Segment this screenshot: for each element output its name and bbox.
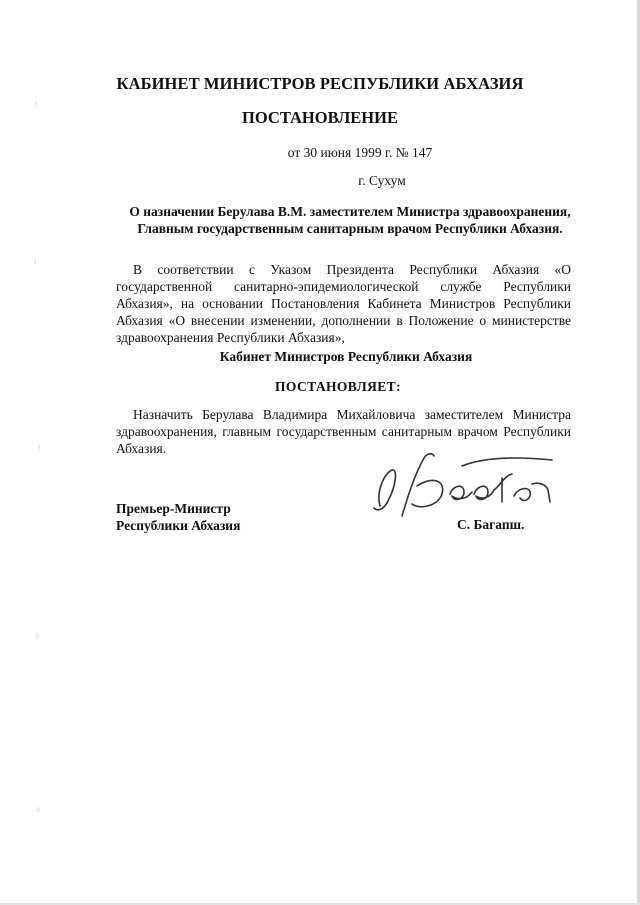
signatory-title-line-2: Республики Абхазия — [116, 518, 241, 533]
scan-speck: ⁝ — [38, 444, 41, 452]
signatory-title-line-1: Премьер-Министр — [116, 501, 231, 516]
operative-paragraph: Назначить Берулава Владимира Михайловича заместителем Министра здравоохранения, главным государственным санитарным врачом Республики Абхазия. — [116, 407, 571, 456]
scan-speck: ⁝ — [37, 806, 40, 814]
subject-line-2: Главным государственным санитарным врачом Республики Абхазия. — [137, 221, 563, 236]
scan-speck: ⁝ — [36, 632, 39, 640]
city: г. Сухум — [358, 173, 406, 188]
date-number: от 30 июня 1999 г. № 147 — [287, 145, 433, 160]
subject-title — [30, 203, 640, 237]
preamble-paragraph: В соответствии с Указом Президента Республики Абхазия «О государственной санитарно-эпидемиологической службе Республики Абхазия», на основании Постановления Кабинета Министров Республики Абхазия «О внесении изменении, дополнении в Положение о министерстве здравоохранения Республики Абхазия», — [116, 262, 571, 345]
signatory-title — [116, 500, 240, 534]
signatory-name: С. Багапш. — [457, 517, 525, 532]
document-type-heading: ПОСТАНОВЛЕНИЕ — [242, 108, 398, 127]
scan-speck: ⁝ — [35, 100, 38, 108]
resolves-heading: ПОСТАНОВЛЯЕТ: — [274, 379, 401, 394]
scan-speck: ⁝ — [34, 258, 37, 266]
handwritten-signature-icon — [362, 446, 572, 526]
organization-heading: КАБИНЕТ МИНИСТРОВ РЕСПУБЛИКИ АБХАЗИЯ — [116, 74, 524, 93]
subject-line-1: О назначении Берулава В.М. заместителем Министра здравоохранения, — [129, 204, 571, 219]
cabinet-line: Кабинет Министров Республики Абхазия — [219, 349, 473, 364]
